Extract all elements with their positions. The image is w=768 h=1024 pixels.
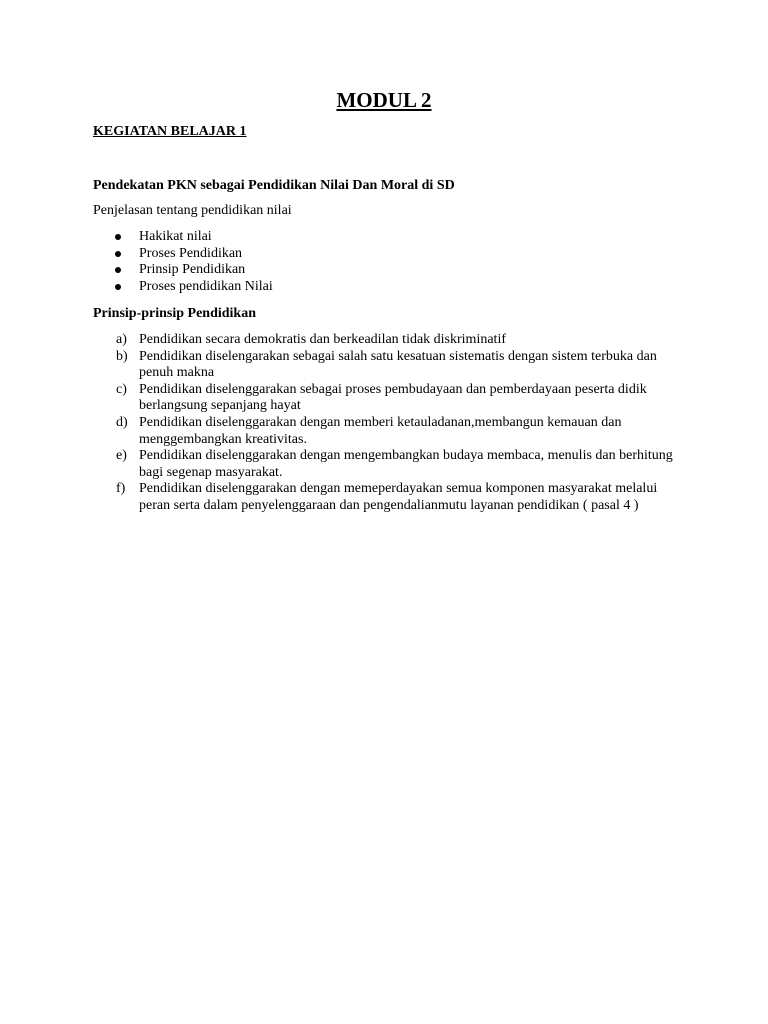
bullet-icon	[115, 251, 121, 257]
section-heading-pendekatan: Pendekatan PKN sebagai Pendidikan Nilai Dan Moral di SD	[93, 178, 455, 193]
list-item	[93, 279, 273, 296]
list-item-text: Hakikat nilai	[139, 229, 212, 244]
list-item-text: Pendidikan diselenggarakan dengan memeperdayakan semua komponen masyarakat melalui peran serta dalam penyelenggaraan dan pengendalianmutu layanan pendidikan ( pasal 4 )	[139, 481, 658, 513]
list-marker: a)	[116, 332, 127, 347]
list-item-text: Pendidikan diselenggarakan sebagai proses pembudayaan dan pemberdayaan peserta didik berlangsung sepanjang hayat	[139, 381, 647, 414]
list-item	[93, 229, 273, 246]
list-item-text: Proses pendidikan Nilai	[139, 278, 273, 294]
bullet-icon	[115, 284, 121, 290]
list-item-text: Pendidikan diselenggarakan dengan mengembangkan budaya membaca, menulis dan berhitung bagi segenap masyarakat.	[139, 448, 673, 480]
list-item	[93, 448, 673, 481]
bullet-icon	[115, 234, 121, 240]
section-intro: Penjelasan tentang pendidikan nilai	[93, 203, 292, 218]
list-item-text: Prinsip Pendidikan	[139, 262, 246, 278]
document-subtitle: KEGIATAN BELAJAR 1	[93, 124, 247, 139]
list-item-text: Pendidikan secara demokratis dan berkeadilan tidak diskriminatif	[139, 332, 506, 347]
list-item	[93, 332, 673, 349]
principles-list	[93, 332, 673, 515]
list-item	[93, 349, 673, 382]
bullet-icon	[115, 267, 121, 273]
document-title: MODUL 2	[336, 88, 432, 112]
list-item	[93, 262, 273, 279]
list-marker: c)	[116, 381, 127, 397]
list-item	[93, 246, 273, 263]
list-marker: e)	[116, 448, 127, 464]
list-marker: d)	[116, 414, 128, 430]
section-heading-prinsip: Prinsip-prinsip Pendidikan	[93, 306, 257, 321]
list-item	[93, 382, 673, 415]
bullet-list	[93, 229, 273, 295]
list-item	[93, 415, 673, 448]
list-marker: b)	[116, 348, 128, 364]
list-item-text: Pendidikan diselengarakan sebagai salah satu kesatuan sistematis dengan sistem terbuka dan penuh makna	[139, 348, 657, 381]
list-item-text: Pendidikan diselenggarakan dengan memberi ketauladanan,membangun kemauan dan menggembangkan kreativitas.	[139, 414, 622, 447]
list-item	[93, 481, 673, 514]
list-marker: f)	[116, 481, 126, 497]
list-item-text: Proses Pendidikan	[139, 245, 243, 261]
